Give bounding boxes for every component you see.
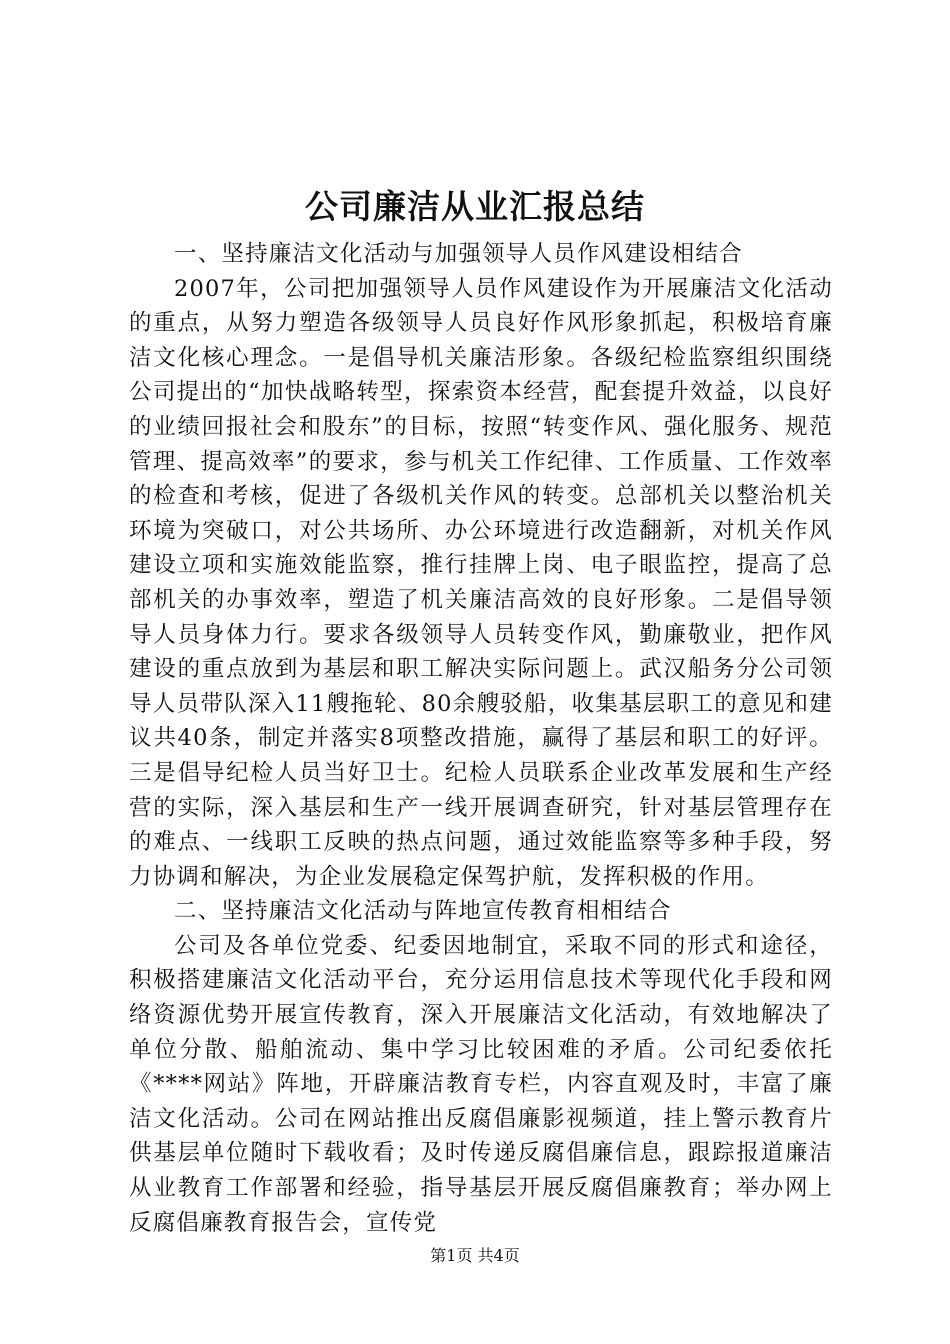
section-heading-1: 一、坚持廉洁文化活动与加强领导人员作风建设相结合 xyxy=(174,241,743,267)
section-heading-2: 二、坚持廉洁文化活动与阵地宣传教育相相结合 xyxy=(174,898,672,925)
document-body xyxy=(129,237,833,1240)
body-paragraph-1: 2007年，公司把加强领导人员作风建设作为开展廉洁文化活动的重点，从努力塑造各级领导人员良好作风形象抓起，积极培育廉洁文化核心理念。一是倡导机关廉洁形象。各级纪检监察组织围绕公司提出的“加快战略转型，探索资本经营，配套提升效益，以良好的业绩回报社会和股东”的目标，按照“转变作风、强化服务、规范管理、提高效率”的要求，参与机关工作纪律、工作质量、工作效率的检查和考核，促进了各级机关作风的转变。总部机关以整治机关环境为突破口，对公共场所、办公环境进行改造翻新，对机关作风建设立项和实施效能监察，推行挂牌上岗、电子眼监控，提高了总部机关的办事效率，塑造了机关廉洁高效的良好形象。二是倡导领导人员身体力行。要求各级领导人员转变作风，勤廉敬业，把作风建设的重点放到为基层和职工解决实际问题上。武汉船务分公司领导人员带队深入11艘拖轮、80余艘驳船，收集基层职工的意见和建议共40条，制定并落实8项整改措施，赢得了基层和职工的好评。三是倡导纪检人员当好卫士。纪检人员联系企业改革发展和生产经营的实际，深入基层和生产一线开展调查研究，针对基层管理存在的难点、一线职工反映的热点问题，通过效能监察等多种手段，努力协调和解决，为企业发展稳定保驾护航，发挥积极的作用。 xyxy=(129,275,833,890)
page-footer: 第1页 共4页 xyxy=(430,1246,520,1265)
body-paragraph-2: 公司及各单位党委、纪委因地制宜，采取不同的形式和途径，积极搭建廉洁文化活动平台，充分运用信息技术等现代化手段和网络资源优势开展宣传教育，深入开展廉洁文化活动，有效地解决了单位分散、船舶流动、集中学习比较困难的矛盾。公司纪委依托《****网站》阵地，开辟廉洁教育专栏，内容直观及时，丰富了廉洁文化活动。公司在网站推出反腐倡廉影视频道，挂上警示教育片供基层单位随时下载收看；及时传递反腐倡廉信息，跟踪报道廉洁从业教育工作部署和经验，指导基层开展反腐倡廉教育；举办网上反腐倡廉教育报告会，宣传党 xyxy=(129,932,833,1236)
document-title: 公司廉洁从业汇报总结 xyxy=(305,187,645,226)
